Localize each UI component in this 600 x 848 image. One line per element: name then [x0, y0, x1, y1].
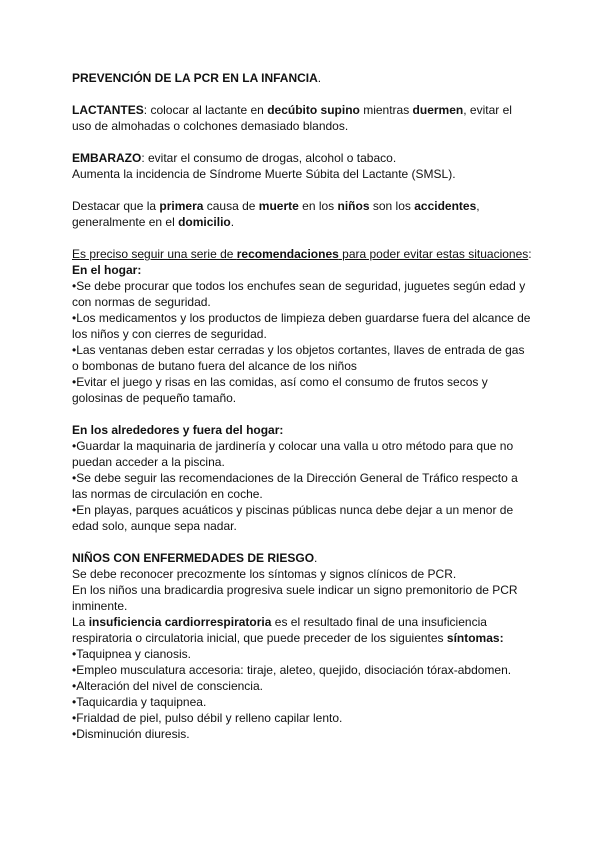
riesgo-heading: NIÑOS CON ENFERMEDADES DE RIESGO.: [72, 551, 318, 565]
embarazo-paragraph: EMBARAZO: evitar el consumo de drogas, alcohol o tabaco.: [72, 151, 397, 165]
list-item: •Se debe seguir las recomendaciones de la Dirección General de Tráfico respecto a las normas de circulación en coche.: [72, 471, 518, 501]
lactantes-paragraph: LACTANTES: colocar al lactante en decúbito supino mientras duermen, evitar el uso de almohadas o colchones demasiado blandos.: [72, 103, 512, 133]
alrededores-heading: En los alrededores y fuera del hogar:: [72, 423, 284, 437]
hogar-heading: En el hogar:: [72, 263, 142, 277]
embarazo-line-2: Aumenta la incidencia de Síndrome Muerte Súbita del Lactante (SMSL).: [72, 167, 456, 181]
recommendations-intro: Es preciso seguir una serie de recomendaciones para poder evitar estas situaciones:: [72, 247, 532, 261]
list-item: •Empleo musculatura accesoria: tiraje, aleteo, quejido, disociación tórax-abdomen.: [72, 663, 512, 677]
title-text: PREVENCIÓN DE LA PCR EN LA INFANCIA: [72, 71, 318, 85]
list-item: •Se debe procurar que todos los enchufes sean de seguridad, juguetes según edad y con normas de seguridad.: [72, 279, 526, 309]
list-item: •Taquipnea y cianosis.: [72, 647, 191, 661]
list-item: •En playas, parques acuáticos y piscinas públicas nunca debe dejar a un menor de edad solo, aunque sepa nadar.: [72, 503, 514, 533]
destacar-paragraph: Destacar que la primera causa de muerte en los niños son los accidentes, generalmente en el domicilio.: [72, 199, 480, 229]
riesgo-line-2: En los niños una bradicardia progresiva suele indicar un signo premonitorio de PCR inminente.: [72, 583, 518, 613]
document-title: PREVENCIÓN DE LA PCR EN LA INFANCIA.: [72, 71, 322, 85]
insuficiencia-paragraph: La insuficiencia cardiorrespiratoria es el resultado final de una insuficiencia respiratoria o circulatoria inicial, que puede preceder de los siguientes síntomas:: [72, 615, 504, 645]
list-item: •Guardar la maquinaria de jardinería y colocar una valla u otro método para que no puedan acceder a la piscina.: [72, 439, 514, 469]
list-item: •Las ventanas deben estar cerradas y los objetos cortantes, llaves de entrada de gas o bombonas de butano fuera del alcance de los niños: [72, 343, 525, 373]
riesgo-line-1: Se debe reconocer precozmente los síntomas y signos clínicos de PCR.: [72, 567, 457, 581]
list-item: •Alteración del nivel de consciencia.: [72, 679, 263, 693]
list-item: •Frialdad de piel, pulso débil y relleno capilar lento.: [72, 711, 343, 725]
list-item: •Disminución diuresis.: [72, 727, 190, 741]
list-item: •Taquicardia y taquipnea.: [72, 695, 207, 709]
document-body: [72, 70, 532, 742]
list-item: •Los medicamentos y los productos de limpieza deben guardarse fuera del alcance de los niños y con cierres de seguridad.: [72, 311, 531, 341]
list-item: •Evitar el juego y risas en las comidas, así como el consumo de frutos secos y golosinas de pequeño tamaño.: [72, 375, 488, 405]
